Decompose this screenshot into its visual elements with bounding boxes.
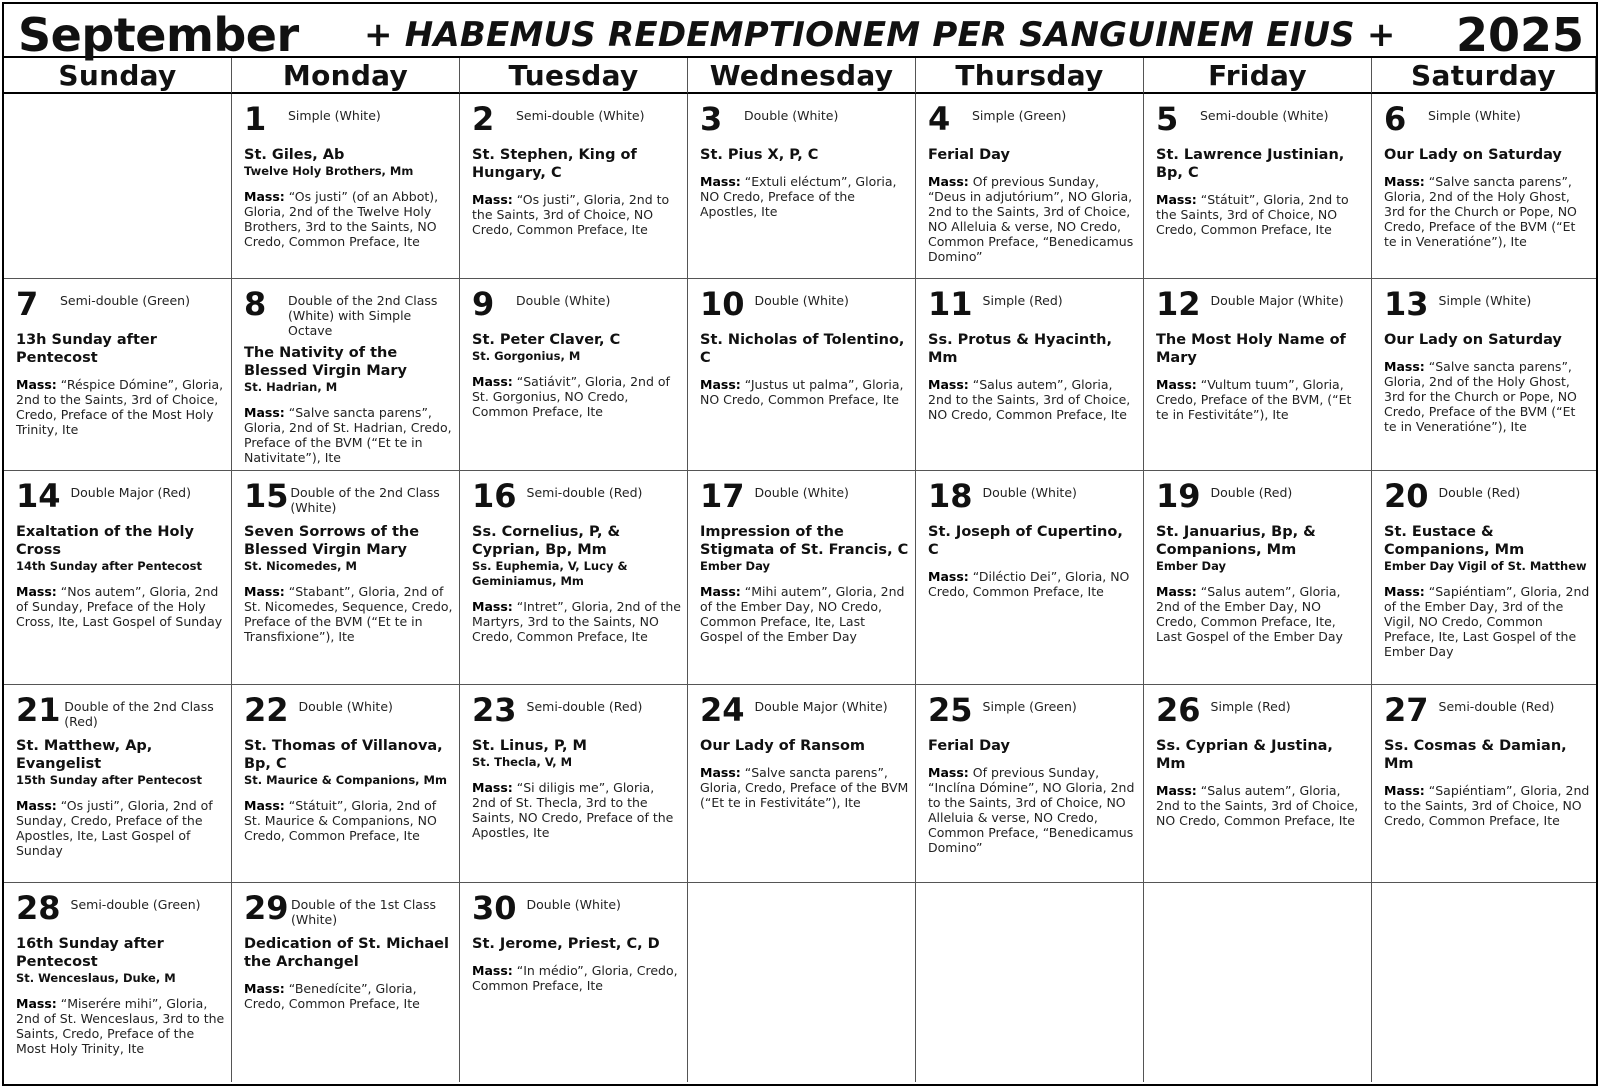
day-cell: [916, 94, 1144, 279]
day-header: [700, 477, 909, 517]
day-cell: [460, 471, 688, 685]
mass-text: “Salus autem”, Gloria, 2nd to the Saints, 3rd of Choice, NO Credo, Common Preface, Ite: [928, 377, 1131, 422]
day-header: [244, 691, 453, 731]
day-cell: [1372, 471, 1596, 685]
day-cell: [916, 685, 1144, 883]
mass-text: Of previous Sunday, “Inclína Dómine”, NO Gloria, 2nd to the Saints, 3rd of Choice, NO Alleluia & verse, NO Credo, Common Preface, “Benedicamus Domino”: [928, 765, 1135, 855]
day-number: 15: [244, 477, 289, 515]
day-cell: [916, 279, 1144, 471]
day-header: [700, 100, 909, 140]
feast-rank: Double (White): [754, 485, 849, 500]
mass-notes: [244, 189, 453, 249]
mass-text: “Benedícite”, Gloria, Credo, Common Preface, Ite: [244, 981, 420, 1011]
commemoration: Ember Day: [1156, 559, 1226, 573]
mass-label: Mass:: [1156, 783, 1197, 798]
commemoration: St. Maurice & Companions, Mm: [244, 773, 447, 787]
commemoration: Ember Day Vigil of St. Matthew: [1384, 559, 1587, 573]
feast-rank: Simple (Green): [972, 108, 1067, 123]
day-number: 21: [16, 691, 61, 729]
feast-rank: Semi-double (Red): [526, 485, 643, 500]
day-number: 30: [472, 889, 517, 927]
empty-day-cell: [1372, 883, 1596, 1082]
feast-title: Ss. Cosmas & Damian, Mm: [1384, 738, 1567, 772]
feast-title: Ferial Day: [928, 738, 1010, 754]
feast-title: The Most Holy Name of Mary: [1156, 332, 1346, 366]
commemoration: St. Gorgonius, M: [472, 349, 581, 363]
mass-notes: [244, 981, 453, 1011]
feast-title: St. Eustace & Companions, Mm: [1384, 524, 1525, 558]
weekday-header: Tuesday: [460, 58, 688, 94]
feast-rank: Double (Red): [1210, 485, 1293, 500]
feast-rank: Simple (White): [288, 108, 381, 123]
day-cell: [1144, 94, 1372, 279]
mass-notes: [16, 377, 225, 437]
day-header: [1156, 100, 1365, 140]
feast-title: St. Peter Claver, C: [472, 332, 621, 348]
mass-text: “Vultum tuum”, Gloria, Credo, Preface of the BVM, (“Et te in Festivitáte”), Ite: [1156, 377, 1352, 422]
mass-text: “In médio”, Gloria, Credo, Common Preface, Ite: [472, 963, 678, 993]
mass-notes: [928, 174, 1137, 264]
feast-title: 16th Sunday after Pentecost: [16, 936, 164, 970]
day-cell: [4, 883, 232, 1082]
mass-label: Mass:: [1384, 174, 1425, 189]
mass-label: Mass:: [472, 374, 513, 389]
mass-notes: [1384, 783, 1590, 828]
feast-title: Ss. Cornelius, P, & Cyprian, Bp, Mm: [472, 524, 621, 558]
feast-rank: Simple (Green): [982, 699, 1077, 714]
day-header: [700, 691, 909, 731]
day-cell: [232, 279, 460, 471]
day-number: 11: [928, 285, 973, 323]
cross-icon: +: [364, 15, 393, 55]
feast-title: St. Pius X, P, C: [700, 147, 819, 163]
mass-text: “Diléctio Dei”, Gloria, NO Credo, Common Preface, Ite: [928, 569, 1130, 599]
day-cell: [460, 685, 688, 883]
day-cell: [232, 883, 460, 1082]
commemoration: St. Nicomedes, M: [244, 559, 357, 573]
mass-notes: [700, 174, 909, 219]
mass-text: “Salve sancta parens”, Gloria, 2nd of the Holy Ghost, 3rd for the Church or Pope, NO Credo, Preface of the BVM (“Et te in Veneratióne”), Ite: [1384, 174, 1577, 249]
day-number: 18: [928, 477, 973, 515]
day-number: 29: [244, 889, 289, 927]
day-header: [472, 691, 681, 731]
feast-rank: Simple (Red): [982, 293, 1063, 308]
day-cell: [460, 883, 688, 1082]
feast-rank: Semi-double (Red): [526, 699, 643, 714]
day-number: 22: [244, 691, 289, 729]
weekday-header: Thursday: [916, 58, 1144, 94]
empty-day-cell: [916, 883, 1144, 1082]
mass-label: Mass:: [472, 780, 513, 795]
mass-text: “Réspice Dómine”, Gloria, 2nd to the Saints, 3rd of Choice, Credo, Preface of the Most Holy Trinity, Ite: [16, 377, 224, 437]
feast-title: St. Thomas of Villanova, Bp, C: [244, 738, 443, 772]
mass-notes: [244, 405, 453, 465]
day-cell: [1144, 471, 1372, 685]
mass-text: “Salve sancta parens”, Gloria, 2nd of the Holy Ghost, 3rd for the Church or Pope, NO Credo, Preface of the BVM (“Et te in Veneratióne”), Ite: [1384, 359, 1577, 434]
day-cell: [916, 471, 1144, 685]
mass-label: Mass:: [472, 192, 513, 207]
day-header: [928, 100, 1137, 140]
mass-text: “Intret”, Gloria, 2nd of the Martyrs, 3rd to the Saints, NO Credo, Common Preface, Ite: [472, 599, 681, 644]
feast-rank: Semi-double (Green): [60, 293, 190, 308]
feast-title: St. Lawrence Justinian, Bp, C: [1156, 147, 1345, 181]
day-number: 14: [16, 477, 61, 515]
mass-text: “Nos autem”, Gloria, 2nd of Sunday, Preface of the Holy Cross, Ite, Last Gospel of Sunday: [16, 584, 223, 629]
day-cell: [4, 471, 232, 685]
feast-title: Ferial Day: [928, 147, 1010, 163]
feast-title: The Nativity of the Blessed Virgin Mary: [244, 345, 408, 379]
mass-notes: [1384, 584, 1590, 659]
day-number: 27: [1384, 691, 1429, 729]
feast-rank: Double of the 2nd Class (White): [290, 485, 440, 515]
feast-title: St. Januarius, Bp, & Companions, Mm: [1156, 524, 1316, 558]
day-header: [700, 285, 909, 325]
mass-label: Mass:: [16, 798, 57, 813]
feast-rank: Double Major (White): [754, 699, 888, 714]
feast-rank: Double (White): [298, 699, 393, 714]
day-cell: [688, 471, 916, 685]
mass-notes: [1156, 192, 1365, 237]
feast-rank: Double (White): [744, 108, 839, 123]
mass-label: Mass:: [928, 569, 969, 584]
mass-label: Mass:: [700, 584, 741, 599]
mass-notes: [472, 963, 681, 993]
feast-title: Exaltation of the Holy Cross: [16, 524, 194, 558]
feast-rank: Double Major (Red): [70, 485, 191, 500]
day-header: [16, 691, 225, 731]
commemoration: Ss. Euphemia, V, Lucy & Geminiamus, Mm: [472, 559, 628, 588]
day-header: [16, 285, 225, 325]
day-header: [244, 477, 453, 517]
day-header: [1156, 477, 1365, 517]
mass-label: Mass:: [16, 584, 57, 599]
day-number: 3: [700, 100, 723, 138]
day-cell: [688, 279, 916, 471]
mass-text: “Salve sancta parens”, Gloria, Credo, Preface of the BVM (“Et te in Festivitáte”), Ite: [700, 765, 909, 810]
mass-text: Of previous Sunday, “Deus in adjutórium”, NO Gloria, 2nd to the Saints, 3rd of Choice, NO Alleluia & verse, NO Credo, Common Preface, “Benedicamus Domino”: [928, 174, 1134, 264]
mass-text: “Si diligis me”, Gloria, 2nd of St. Thecla, 3rd to the Saints, NO Credo, Preface of the Apostles, Ite: [472, 780, 674, 840]
day-cell: [1372, 94, 1596, 279]
mass-notes: [700, 765, 909, 810]
commemoration: Twelve Holy Brothers, Mm: [244, 164, 414, 178]
day-header: [1384, 691, 1590, 731]
day-header: [928, 477, 1137, 517]
day-header: [1384, 285, 1590, 325]
day-cell: [232, 94, 460, 279]
weekday-header: Saturday: [1372, 58, 1596, 94]
feast-title: 13h Sunday after Pentecost: [16, 332, 157, 366]
mass-notes: [472, 780, 681, 840]
mass-notes: [472, 374, 681, 419]
day-number: 28: [16, 889, 61, 927]
day-number: 2: [472, 100, 495, 138]
mass-notes: [928, 377, 1137, 422]
mass-notes: [1156, 584, 1365, 644]
mass-label: Mass:: [700, 377, 741, 392]
day-header: [928, 691, 1137, 731]
day-header: [244, 100, 453, 140]
year-title: 2025: [1455, 8, 1584, 62]
day-cell: [688, 94, 916, 279]
mass-notes: [16, 584, 225, 629]
cross-icon: +: [1366, 15, 1396, 55]
weekday-header: Monday: [232, 58, 460, 94]
mass-notes: [1384, 174, 1590, 249]
mass-text: “Satiávit”, Gloria, 2nd of St. Gorgonius, NO Credo, Common Preface, Ite: [472, 374, 670, 419]
day-number: 24: [700, 691, 745, 729]
mass-notes: [16, 996, 225, 1056]
mass-label: Mass:: [244, 981, 285, 996]
day-cell: [460, 94, 688, 279]
day-number: 20: [1384, 477, 1429, 515]
mass-notes: [472, 599, 681, 644]
day-header: [928, 285, 1137, 325]
day-number: 4: [928, 100, 951, 138]
day-number: 10: [700, 285, 745, 323]
mass-label: Mass:: [928, 377, 969, 392]
feast-rank: Double (White): [754, 293, 849, 308]
day-number: 23: [472, 691, 517, 729]
mass-notes: [16, 798, 225, 858]
feast-title: Ss. Cyprian & Justina, Mm: [1156, 738, 1333, 772]
feast-rank: Double (White): [982, 485, 1077, 500]
mass-notes: [928, 765, 1137, 855]
empty-day-cell: [4, 94, 232, 279]
mass-label: Mass:: [1156, 584, 1197, 599]
day-number: 6: [1384, 100, 1407, 138]
mass-text: “Sapiéntiam”, Gloria, 2nd to the Saints, 3rd of Choice, NO Credo, Common Preface, Ite: [1384, 783, 1590, 828]
commemoration: St. Thecla, V, M: [472, 755, 573, 769]
mass-text: “Salus autem”, Gloria, 2nd to the Saints, 3rd of Choice, NO Credo, Common Preface, Ite: [1156, 783, 1359, 828]
mass-text: “Mihi autem”, Gloria, 2nd of the Ember Day, NO Credo, Common Preface, Ite, Last Gospel of the Ember Day: [700, 584, 905, 644]
day-cell: [1372, 685, 1596, 883]
mass-text: “Os justi”, Gloria, 2nd to the Saints, 3rd of Choice, NO Credo, Common Preface, Ite: [472, 192, 670, 237]
day-cell: [232, 685, 460, 883]
mass-label: Mass:: [16, 996, 57, 1011]
feast-rank: Double (White): [516, 293, 611, 308]
mass-notes: [472, 192, 681, 237]
mass-text: “Salve sancta parens”, Gloria, 2nd of St. Hadrian, Credo, Preface of the BVM (“Et te in Nativitate”), Ite: [244, 405, 452, 465]
day-header: [472, 100, 681, 140]
commemoration: St. Wenceslaus, Duke, M: [16, 971, 176, 985]
feast-title: Impression of the Stigmata of St. Francis, C: [700, 524, 909, 558]
feast-rank: Double Major (White): [1210, 293, 1344, 308]
day-number: 7: [16, 285, 39, 323]
day-number: 9: [472, 285, 495, 323]
mass-text: “Os justi” (of an Abbot), Gloria, 2nd of the Twelve Holy Brothers, 3rd to the Saints, NO Credo, Common Preface, Ite: [244, 189, 439, 249]
mass-text: “Os justi”, Gloria, 2nd of Sunday, Credo, Preface of the Apostles, Ite, Last Gospel of Sunday: [16, 798, 213, 858]
feast-title: St. Giles, Ab: [244, 147, 345, 163]
day-number: 26: [1156, 691, 1201, 729]
day-header: [472, 285, 681, 325]
calendar-header: [2, 2, 1598, 62]
mass-label: Mass:: [1156, 192, 1197, 207]
feast-title: St. Nicholas of Tolentino, C: [700, 332, 905, 366]
feast-title: St. Stephen, King of Hungary, C: [472, 147, 637, 181]
day-header: [472, 889, 681, 929]
motto-text: HABEMUS REDEMPTIONEM PER SANGUINEM EIUS: [404, 15, 1355, 55]
feast-title: Ss. Protus & Hyacinth, Mm: [928, 332, 1113, 366]
day-cell: [4, 279, 232, 471]
mass-notes: [1156, 377, 1365, 422]
mass-text: “Sapiéntiam”, Gloria, 2nd of the Ember Day, 3rd of the Vigil, NO Credo, Common Preface, Ite, Last Gospel of the Ember Day: [1384, 584, 1590, 659]
feast-rank: Simple (White): [1428, 108, 1521, 123]
feast-rank: Double (White): [526, 897, 621, 912]
mass-label: Mass:: [244, 189, 285, 204]
day-number: 19: [1156, 477, 1201, 515]
day-header: [1384, 477, 1590, 517]
feast-title: St. Linus, P, M: [472, 738, 587, 754]
day-cell: [1144, 685, 1372, 883]
day-header: [244, 889, 453, 929]
day-header: [472, 477, 681, 517]
feast-rank: Semi-double (White): [516, 108, 645, 123]
mass-label: Mass:: [1384, 783, 1425, 798]
calendar-grid: [2, 58, 1598, 1086]
commemoration: 14th Sunday after Pentecost: [16, 559, 202, 573]
mass-label: Mass:: [244, 798, 285, 813]
mass-text: “Salus autem”, Gloria, 2nd of the Ember Day, NO Credo, Common Preface, Ite, Last Gospel of the Ember Day: [1156, 584, 1343, 644]
commemoration: St. Hadrian, M: [244, 380, 338, 394]
mass-label: Mass:: [700, 174, 741, 189]
feast-rank: Double (Red): [1438, 485, 1521, 500]
day-cell: [4, 685, 232, 883]
day-header: [16, 889, 225, 929]
feast-rank: Semi-double (Red): [1438, 699, 1555, 714]
mass-label: Mass:: [16, 377, 57, 392]
day-number: 12: [1156, 285, 1201, 323]
weekday-header: Wednesday: [688, 58, 916, 94]
mass-notes: [244, 798, 453, 843]
mass-label: Mass:: [244, 584, 285, 599]
feast-title: St. Jerome, Priest, C, D: [472, 936, 660, 952]
mass-label: Mass:: [928, 765, 969, 780]
mass-label: Mass:: [472, 963, 513, 978]
day-number: 13: [1384, 285, 1429, 323]
mass-notes: [1156, 783, 1365, 828]
mass-label: Mass:: [1156, 377, 1197, 392]
feast-rank: Double of the 1st Class (White): [290, 897, 436, 927]
feast-title: Our Lady on Saturday: [1384, 332, 1562, 348]
weekday-header: Friday: [1144, 58, 1372, 94]
day-number: 17: [700, 477, 745, 515]
feast-rank: Double of the 2nd Class (Red): [64, 699, 214, 729]
day-number: 25: [928, 691, 973, 729]
month-title: September: [18, 8, 299, 62]
mass-text: “Státuit”, Gloria, 2nd to the Saints, 3rd of Choice, NO Credo, Common Preface, Ite: [1156, 192, 1349, 237]
day-number: 1: [244, 100, 267, 138]
mass-notes: [928, 569, 1137, 599]
feast-title: Our Lady of Ransom: [700, 738, 866, 754]
mass-label: Mass:: [700, 765, 741, 780]
mass-text: “Extuli eléctum”, Gloria, NO Credo, Preface of the Apostles, Ite: [700, 174, 897, 219]
day-cell: [460, 279, 688, 471]
mass-label: Mass:: [1384, 359, 1425, 374]
day-header: [1156, 285, 1365, 325]
feast-rank: Semi-double (Green): [70, 897, 201, 912]
empty-day-cell: [688, 883, 916, 1082]
motto-banner: [364, 15, 1396, 55]
day-number: 8: [244, 285, 267, 323]
day-header: [244, 285, 453, 338]
mass-text: “Státuit”, Gloria, 2nd of St. Maurice & Companions, NO Credo, Common Preface, Ite: [244, 798, 437, 843]
empty-day-cell: [1144, 883, 1372, 1082]
commemoration: 15th Sunday after Pentecost: [16, 773, 202, 787]
feast-rank: Semi-double (White): [1200, 108, 1329, 123]
mass-label: Mass:: [1384, 584, 1425, 599]
mass-notes: [1384, 359, 1590, 434]
day-number: 16: [472, 477, 517, 515]
feast-title: Our Lady on Saturday: [1384, 147, 1562, 163]
mass-notes: [244, 584, 453, 644]
feast-rank: Simple (Red): [1210, 699, 1291, 714]
feast-title: Dedication of St. Michael the Archangel: [244, 936, 449, 970]
mass-notes: [700, 584, 909, 644]
feast-title: Seven Sorrows of the Blessed Virgin Mary: [244, 524, 420, 558]
day-header: [16, 477, 225, 517]
feast-rank: Simple (White): [1438, 293, 1532, 308]
mass-label: Mass:: [244, 405, 285, 420]
day-number: 5: [1156, 100, 1179, 138]
day-header: [1384, 100, 1590, 140]
day-cell: [1372, 279, 1596, 471]
commemoration: Ember Day: [700, 559, 770, 573]
day-cell: [232, 471, 460, 685]
mass-text: “Miserére mihi”, Gloria, 2nd of St. Wenceslaus, 3rd to the Saints, Credo, Preface of the Most Holy Trinity, Ite: [16, 996, 225, 1056]
feast-title: St. Matthew, Ap, Evangelist: [16, 738, 153, 772]
mass-notes: [700, 377, 909, 407]
day-cell: [1144, 279, 1372, 471]
mass-label: Mass:: [928, 174, 969, 189]
mass-text: “Stabant”, Gloria, 2nd of St. Nicomedes, Sequence, Credo, Preface of the BVM (“Et te in Transfixione”), Ite: [244, 584, 453, 644]
mass-text: “Justus ut palma”, Gloria, NO Credo, Common Preface, Ite: [700, 377, 904, 407]
day-header: [1156, 691, 1365, 731]
weekday-header: Sunday: [4, 58, 232, 94]
feast-rank: Double of the 2nd Class (White) with Simple Octave: [288, 293, 438, 338]
feast-title: St. Joseph of Cupertino, C: [928, 524, 1123, 558]
day-cell: [688, 685, 916, 883]
mass-label: Mass:: [472, 599, 513, 614]
